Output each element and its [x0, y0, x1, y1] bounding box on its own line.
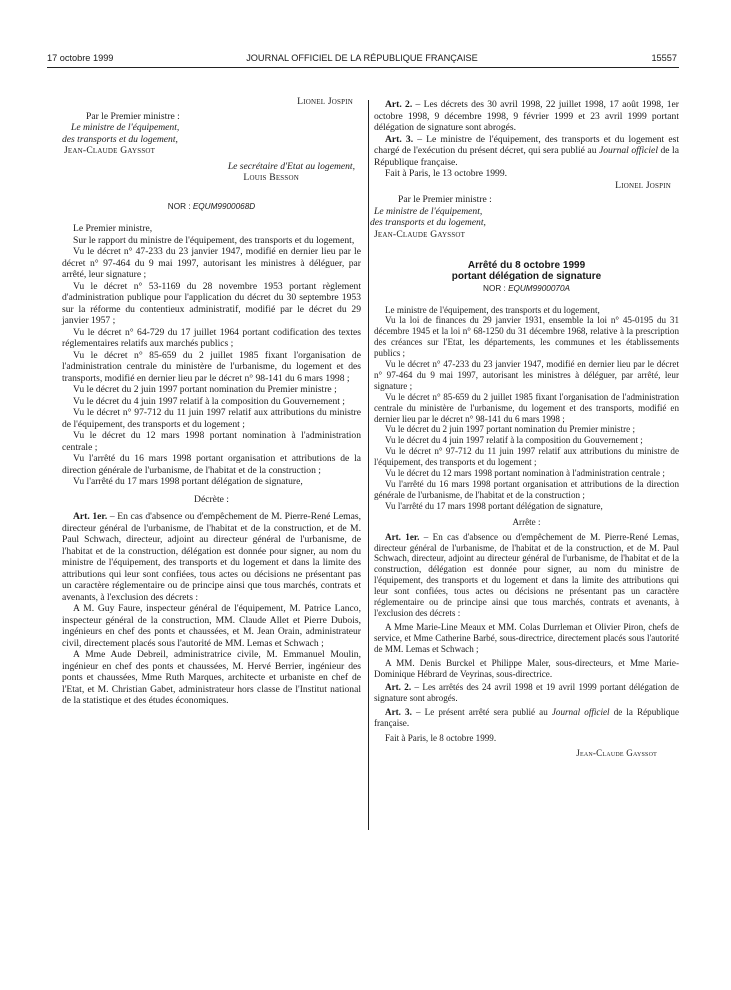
signatory-name: Lionel Jospin [615, 179, 671, 191]
signature-block-1 [62, 96, 361, 184]
decree-visa: Vu le décret n° 47-233 du 23 janvier 1947, modifié en dernier lieu par le décret n° 97-464 du 9 mai 1997, autorisant les ministres à déléguer, par arrêté, leur signature ; [62, 246, 361, 280]
arrete-visa: Vu le décret du 12 mars 1998 portant nomination à l'administration centrale ; [385, 468, 665, 479]
arrete-body [374, 305, 679, 759]
arrete-visa: Vu l'arrêté du 17 mars 1998 portant délégation de signature, [385, 500, 603, 511]
nor-code: EQUM9900070A [508, 284, 570, 293]
signatory-role: Le ministre de l'équipement, [71, 122, 180, 133]
arrete-title: Arrêté du 8 octobre 1999 [467, 260, 586, 271]
decree-visa: Vu le décret n° 97-712 du 11 juin 1997 relatif aux attributions du ministre de l'équipement, des transports et du logement ; [62, 407, 361, 430]
signatory-by: Par le Premier ministre : [86, 110, 180, 122]
signatory-role-name: Jean-Claude Gayssot [374, 228, 466, 240]
journal-reference: Journal officiel [599, 145, 658, 156]
arrete-visa: Vu le décret n° 85-659 du 2 juillet 1985 fixant l'organisation de l'administration centrale du ministère de l'urbanisme, du logement et des transports, modifié en dernier lieu par le décret n° 98-141 du 6 mars 1998 ; [374, 391, 679, 424]
nor-code: EQUM9900068D [192, 201, 256, 211]
article-text: – Le ministre de l'équipement, des transports et du logement est chargé de l'exécution du présent décret, qui sera publié au [374, 133, 679, 156]
signatory-by: Par le Premier ministre : [398, 194, 492, 205]
nor-label: NOR : [483, 284, 506, 293]
arrete-visa: Vu le décret n° 47-233 du 23 janvier 1947, modifié en dernier lieu par le décret n° 97-464 du 9 mai 1997, autorisant les ministres à déléguer, par arrêté, leur signature ; [374, 359, 679, 391]
signatory-role: Le ministre de l'équipement, [374, 205, 483, 217]
decree-visa: Vu l'arrêté du 17 mars 1998 portant délégation de signature, [73, 476, 303, 487]
column-divider [368, 100, 369, 830]
signatory-name: Jean-Claude Gayssot [576, 747, 657, 758]
arrete-article-1 [374, 532, 679, 619]
article-text: – Les décrets des 30 avril 1998, 22 juillet 1998, 17 août 1998, 1er octobre 1998, 9 décembre 1998, 9 février 1999 et 23 avril 1999 portant délégation de signature sont abrogés. [374, 99, 680, 133]
header-rule [47, 67, 679, 68]
arrete-subtitle: portant délégation de signature [451, 271, 602, 282]
decree-visa: Vu le décret du 12 mars 1998 portant nomination à l'administration centrale ; [62, 430, 361, 453]
article-text: – En cas d'absence ou d'empêchement de M. Pierre-René Lemas, directeur général de l'urbanisme, de l'habitat et de la construction, et de M. Paul Schwach, directeur, adjoint au directeur général de l'urbanisme, de l'habitat et de la construction, délégation est donnée pour signer, au nom du ministre de l'équipement, des transports et du logement et dans la limite des attributions qui leur sont confiées, tous actes ou décisions ne présentant pas un caractère réglementaire ou de principe ainsi que tous marchés, contrats et avenants, à l'exclusion des décrets : [62, 511, 361, 603]
arrete-visa: Vu le décret du 4 juin 1997 relatif à la composition du Gouvernement ; [385, 435, 643, 446]
done-at-paris: Fait à Paris, le 13 octobre 1999. [385, 168, 508, 179]
header-journal-title: JOURNAL OFFICIEL DE LA RÉPUBLIQUE FRANÇAISE [246, 53, 478, 63]
done-at-paris: Fait à Paris, le 8 octobre 1999. [385, 733, 497, 744]
decree-intro: Le Premier ministre, [73, 223, 153, 234]
right-column [370, 99, 680, 759]
decree-visa: Vu l'arrêté du 16 mars 1998 portant organisation et attributions de la direction générale de l'urbanisme, de l'habitat et de la construction ; [62, 453, 361, 476]
article-label: Art. 1er. [385, 531, 420, 542]
journal-reference: Journal officiel [551, 707, 610, 718]
decree-visa: Sur le rapport du ministre de l'équipement, des transports et du logement, [73, 234, 355, 246]
article-text: – Les arrêtés des 24 avril 1998 et 19 avril 1999 portant délégation de signature sont abrogés. [374, 682, 679, 704]
arrete-article-1-paragraph: A Mme Marie-Line Meaux et MM. Colas Durrleman et Olivier Piron, chefs de service, et Mme Catherine Barbé, sous-directrice, directement placés sous l'autorité de MM. Lemas et Schwach ; [374, 621, 679, 654]
decree-visa: Vu le décret du 4 juin 1997 relatif à la composition du Gouvernement ; [73, 395, 345, 407]
arrete-visa: Vu le décret du 2 juin 1997 portant nomination du Premier ministre ; [385, 424, 635, 435]
secretary-name: Louis Besson [243, 172, 299, 183]
signatory-name: Lionel Jospin [297, 96, 353, 107]
decree-visa: Vu le décret n° 53-1169 du 28 novembre 1953 portant règlement d'administration publique pour l'application du décret du 30 septembre 1953 sur la réforme du contentieux administratif, modifié par le décret du 29 janvier 1957 ; [62, 280, 361, 326]
secretary-role: Le secrétaire d'Etat au logement, [227, 160, 355, 172]
decree-visa: Vu le décret du 2 juin 1997 portant nomination du Premier ministre ; [73, 384, 337, 395]
nor-label: NOR : [167, 201, 191, 211]
arrete-visa: Vu l'arrêté du 16 mars 1998 portant organisation et attributions de la direction générale de l'urbanisme, de l'habitat et de la construction ; [374, 479, 679, 500]
arrete-visa: Le ministre de l'équipement, des transports et du logement, [385, 304, 600, 315]
left-column [62, 96, 361, 707]
article-text: – Le présent arrêté sera publié au [415, 707, 548, 718]
article-1-paragraph: A Mme Aude Debreil, administratrice civile, M. Emmanuel Moulin, ingénieur en chef des ponts et chaussées, M. Hervé Berrier, ingénieur des ponts et chaussées, Mme Ruth Marques, architecte et urbaniste en chef de l'Etat, et M. Christian Gabet, administrateur hors classe de l'Institut national de la statistique et des études économiques. [62, 649, 361, 706]
article-text: de la République française. [374, 145, 679, 168]
article-1 [62, 511, 361, 603]
arrete-article-1-paragraph: A MM. Denis Burckel et Philippe Maler, sous-directeurs, et Mme Marie-Dominique Hébrard de Veyrinas, sous-directrice. [374, 657, 679, 679]
signatory-role: des transports et du logement, [62, 133, 178, 145]
article-label: Art. 2. [385, 99, 413, 110]
article-text: de la République française. [374, 707, 680, 729]
article-2 [374, 99, 679, 134]
signature-block-2 [370, 179, 679, 241]
article-label: Art. 2. [385, 682, 412, 693]
page-header [47, 53, 677, 67]
article-3 [374, 134, 679, 169]
signatory-role: des transports et du logement, [370, 217, 486, 228]
decree-operative-word: Décrète : [194, 493, 229, 505]
nor-reference [62, 201, 361, 213]
article-label: Art. 3. [385, 707, 412, 718]
arrete-visa: Vu la loi de finances du 29 janvier 1931, ensemble la loi n° 45-0195 du 31 décembre 1945 et la loi n° 68-1250 du 31 décembre 1968, relative à la prescription des créances sur l'Etat, les départements, les communes et les établissements publics ; [374, 315, 679, 359]
nor-reference [374, 283, 679, 295]
article-label: Art. 1er. [73, 511, 108, 522]
decree-visa: Vu le décret n° 85-659 du 2 juillet 1985 fixant l'organisation de l'administration centrale du ministère de l'urbanisme, du logement et des transports, modifié en dernier lieu par le décret n° 98-141 du 6 mars 1998 ; [62, 349, 361, 384]
header-date: 17 octobre 1999 [47, 53, 114, 63]
arrete-operative-word: Arrête : [512, 516, 541, 527]
arrete-article-3 [374, 707, 679, 729]
header-page-number: 15557 [651, 53, 677, 63]
decree-visa: Vu le décret n° 64-729 du 17 juillet 1964 portant codification des textes réglementaires relatifs aux marchés publics ; [62, 326, 361, 349]
signatory-role-name: Jean-Claude Gayssot [64, 145, 156, 156]
arrete-visa: Vu le décret n° 97-712 du 11 juin 1997 relatif aux attributions du ministre de l'équipement, des transports et du logement ; [374, 446, 679, 468]
arrete-article-2 [374, 682, 679, 704]
article-1-paragraph: A M. Guy Faure, inspecteur général de l'équipement, M. Patrice Lanco, inspecteur général de la construction, MM. Claude Allet et Pierre Dubois, ingénieurs en chef des ponts et chaussées, et M. Jean Orain, administrateur civil, directement placés sous l'autorité de MM. Lemas et Schwach ; [62, 603, 361, 649]
article-label: Art. 3. [385, 133, 414, 145]
article-text: – En cas d'absence ou d'empêchement de M. Pierre-René Lemas, directeur général de l'urbanisme, de l'habitat et de la construction, et de M. Paul Schwach, directeur, adjoint au directeur général de l'urbanisme, de l'habitat et de la construction, délégation est donnée pour signer, au nom du ministre de l'équipement, des transports et du logement et dans la limite des attributions qui leur sont confiées, tous actes ou décisions ne présentant pas un caractère réglementaire ou de principe ainsi que tous marchés, contrats et avenants, à l'exclusion des décrets : [374, 531, 679, 618]
